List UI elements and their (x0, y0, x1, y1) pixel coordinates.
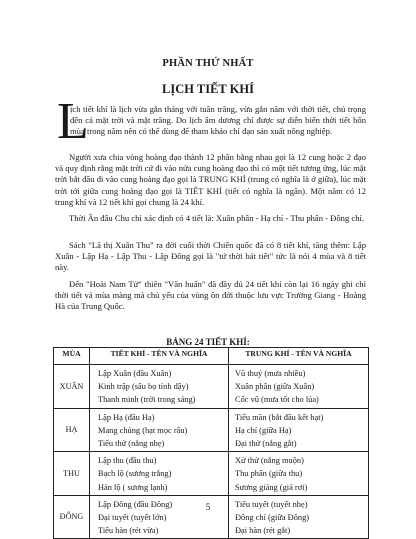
trung-khi-item: Đông chí (giữa Đông) (235, 512, 310, 522)
tiet-khi-cell (90, 365, 229, 409)
tiet-khi-item: Lập Xuân (đầu Xuân) (98, 369, 172, 378)
season-cell: ĐÔNG (54, 495, 90, 539)
table-body (54, 365, 369, 539)
paragraph-2: Thời Ân đâu Chu chỉ xác định có 4 tiết là: Xuân phân - Hạ chí - Thu phân - Đông chí. (69, 213, 365, 223)
tiet-khi-item: Lập Hạ (đầu Hạ) (98, 412, 155, 422)
trung-khi-item: Hạ chí (giữa Hạ) (235, 425, 292, 435)
trung-khi-item: Sương giáng (giá rơi) (235, 482, 308, 492)
tiet-khi-item: Mang chủng (hạt mọc râu) (98, 425, 188, 435)
table-row (54, 452, 369, 496)
trung-khi-item: Đại hàn (rét gắt) (235, 526, 291, 536)
tiet-khi-cell (90, 408, 229, 452)
trung-khi-item: Đại thử (nắng gắt) (235, 438, 297, 448)
tiet-khi-item: Tiểu hàn (rét vừa) (98, 526, 159, 536)
tiet-khi-item: Hàn lộ ( sương lạnh) (98, 482, 168, 492)
season-cell: HẠ (54, 408, 90, 452)
tiet-khi-item: Bạch lộ (sương trắng) (98, 469, 172, 479)
part-heading: PHẦN THỨ NHẤT (162, 58, 254, 69)
tiet-khi-item: Lập Đông (đầu Đông) (98, 499, 173, 509)
trung-khi-item: Tiểu tuyết (tuyết nhẹ) (235, 499, 308, 509)
table-row (54, 365, 369, 409)
header-season: MÙA (54, 348, 90, 365)
trung-khi-item: Xử thử (nắng muộn) (235, 456, 304, 466)
paragraph-1: Người xưa chia vòng hoàng đạo thành 12 phần bằng nhau gọi là 12 cung hoặc 2 đạo và quy định rằng mặt trời cứ đi vào nửa cung hoàng đạo thì có một tiết tương ứng, lúc mặt trời bắt đầu đi vào cung hoàng đạo gọi là TRUNG KHÍ (trung có nghĩa là ở giữa), lúc mặt trời tới giữa cung hoàng đạo gọi là TIẾT KHÍ (tiết có nghĩa là ngăn). Một năm có 12 trung khí và 12 tiết khí gọi chung là 24 khí. (55, 152, 366, 207)
paragraph-3: Sách "Lã thị Xuân Thu" ra đời cuối thời Chiến quốc đã có 8 tiết khí, tăng thêm: Lập Xuân - Lập Hạ - Lập Thu - Lập Đông gọi là "tứ thời bát tiết" tức là nói 4 mùa và 8 tiết này. (55, 240, 366, 273)
table-header-row (54, 348, 369, 365)
season-cell: THU (54, 452, 90, 496)
trung-khi-cell (229, 408, 369, 452)
tiet-khi-item: Lập thu (đầu thu) (98, 456, 157, 466)
tiet-khi-item: Thanh minh (trời trong sáng) (98, 395, 196, 405)
tiet-khi-item: Kinh trập (sâu bọ tỉnh dậy) (98, 382, 189, 392)
table-row (54, 408, 369, 452)
header-tiet-khi: TIẾT KHÍ - TÊN VÀ NGHĨA (90, 348, 229, 365)
trung-khi-item: Thu phân (giữa thu) (235, 469, 303, 479)
trung-khi-item: Tiểu mãn (bắt đầu kết hạt) (235, 412, 324, 422)
header-trung-khi: TRUNG KHÍ - TÊN VÀ NGHĨA (229, 348, 369, 365)
trung-khi-cell (229, 365, 369, 409)
trung-khi-item: Xuân phân (giữa Xuân) (235, 382, 315, 392)
tiet-khi-item: Tiểu thử (nắng nhẹ) (98, 438, 165, 448)
intro-paragraph: ịch tiết khí là lịch vừa gắn tháng với tuần trăng, vừa gắn năm với thời tiết, chú trọng đến cả mặt trời và mặt trăng. Do lịch âm dương chỉ được sự diễn biến thời tiết bốn mùa trong năm nên có thể dùng để tham khảo chỉ đạo sản xuất nông nghiệp. (70, 104, 366, 137)
paragraph-4: Đến "Hoài Nam Tử" thiên "Văn huấn" đã đầy đủ 24 tiết khí còn lại 16 ngày ghi chỉ thời tiết và mùa màng mà chủ yếu của vùng ôn đới thuộc lưu vực Trường Giang - Hoàng Hà của Trung Quốc. (55, 279, 366, 312)
trung-khi-item: Vũ thuỷ (mưa nhiều) (235, 369, 306, 378)
tiet-khi-item: Đại tuyết (tuyết lớn) (98, 512, 167, 522)
trung-khi-cell (229, 452, 369, 496)
trung-khi-item: Cốc vũ (mưa tốt cho lúa) (235, 395, 319, 405)
page-number: 5 (205, 502, 211, 512)
table-title: BẢNG 24 TIẾT KHÍ: (166, 337, 250, 347)
drop-cap: L (57, 93, 89, 150)
page-title: LỊCH TIẾT KHÍ (162, 82, 254, 96)
season-cell: XUÂN (54, 365, 90, 409)
tiet-khi-cell (90, 452, 229, 496)
